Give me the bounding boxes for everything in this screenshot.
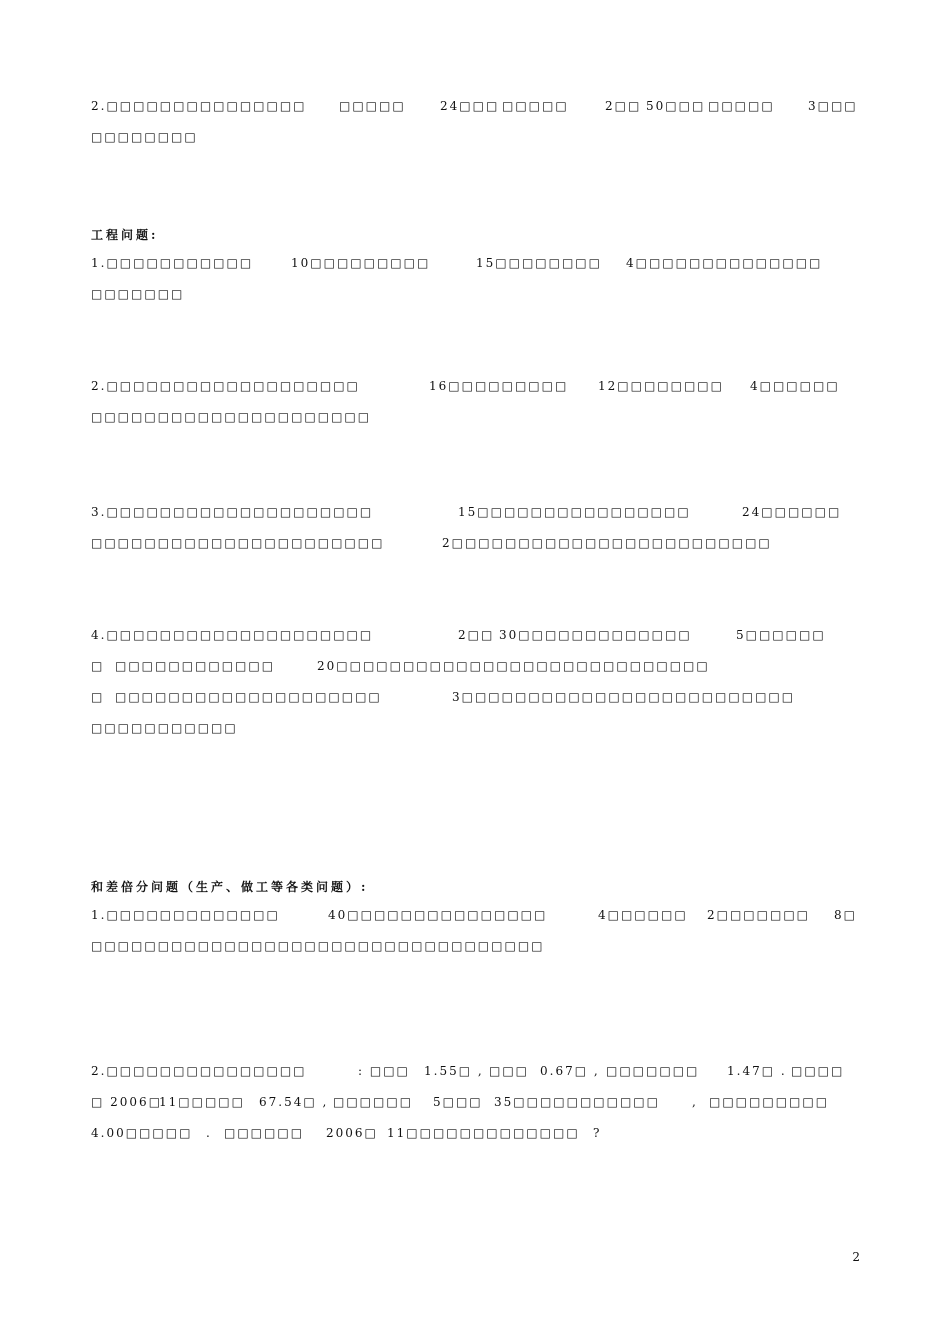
page-number: 2 [852,1250,860,1264]
text-segment: 3□□□□□□□□□□□□□□□□□□□□□□□□□ [452,690,796,704]
text-segment: 4.□□□□□□□□□□□□□□□□□□□□ [91,628,374,642]
problem-line [91,130,870,152]
text-segment: 50□□□ [646,99,706,113]
text-segment: 4.00□□□□□ [91,1126,193,1140]
text-segment: □□□□□□□□□ [709,1095,830,1109]
text-segment: □ 2006□ [91,1095,163,1109]
problem-line [91,505,870,527]
text-segment: 30□□□□□□□□□□□□□ [499,628,692,642]
problem-line [91,690,870,712]
text-segment: □□□□□□□□□□□□□□□□□□□□□□□□□□□□□□□□□□ [91,939,545,953]
text-segment: 11□□□□□ [159,1095,245,1109]
text-segment: 1.47□ . [727,1064,787,1078]
text-segment: 35□□□□□□□□□□□ [494,1095,660,1109]
text-segment: 2□□ [458,628,495,642]
text-segment: □□□□ [791,1064,845,1078]
text-segment: 2□□ [605,99,642,113]
text-segment: 1.□□□□□□□□□□□□□ [91,908,280,922]
text-segment: 5□□□ [433,1095,483,1109]
text-segment: □□□□□□□□□□□□□□□□□□□□□ [91,410,372,424]
text-segment: □□□□□□□□□□□□ [115,659,276,673]
text-segment: □□□□□□ [333,1095,414,1109]
problem-line [91,659,870,681]
text-segment: 16□□□□□□□□□ [429,379,569,393]
problem-line [91,721,870,743]
text-segment: 15□□□□□□□□ [476,256,602,270]
problem-line [91,628,870,650]
problem-line [91,1095,870,1117]
text-segment: □□□□□□□ [606,1064,700,1078]
text-segment: 2□□□□□□□□□□□□□□□□□□□□□□□□ [442,536,772,550]
problem-line [91,1064,870,1086]
text-segment: □ [91,690,105,704]
text-segment: , [692,1095,698,1109]
text-segment: 67.54□ , [259,1095,329,1109]
text-segment: □□□ [489,1064,530,1078]
text-segment: □ [91,659,105,673]
text-segment: 1.55□ , [424,1064,484,1078]
text-segment: □□□□□□□□□□□□□□□□□□□□□□ [91,536,385,550]
text-segment: 40□□□□□□□□□□□□□□□ [328,908,548,922]
text-segment: 2.□□□□□□□□□□□□□□□ [91,1064,307,1078]
text-segment: □□□□□□ [224,1126,305,1140]
problem-line [91,1126,870,1148]
text-segment: □□□□□ [339,99,406,113]
text-segment: ? [593,1126,602,1140]
text-segment: 20□□□□□□□□□□□□□□□□□□□□□□□□□□□□ [317,659,710,673]
text-segment: 11□□□□□□□□□□□□□ [387,1126,580,1140]
text-segment: □□□□□□□□□□□□□□□□□□□□ [115,690,382,704]
text-segment: 2.□□□□□□□□□□□□□□□ [91,99,307,113]
text-segment: 10□□□□□□□□□ [291,256,431,270]
section-heading: 工程问题: [91,228,159,242]
problem-line [91,379,870,401]
section-heading: 和差倍分问题（生产、做工等各类问题）: [91,880,369,894]
text-segment: □□□□□□□ [91,287,185,301]
text-segment: 3.□□□□□□□□□□□□□□□□□□□□ [91,505,374,519]
text-segment: 2006□ [326,1126,378,1140]
text-segment: 1.□□□□□□□□□□□ [91,256,254,270]
text-segment: 0.67□ , [540,1064,600,1078]
text-segment: 5□□□□□□ [736,628,826,642]
text-segment: 4□□□□□□ [750,379,840,393]
text-segment: 4□□□□□□□□□□□□□□ [626,256,823,270]
text-segment: □□□□□□□□□□□ [91,721,238,735]
problem-line [91,256,870,278]
text-segment: : □□□ [358,1064,410,1078]
text-segment: 24□□□ [440,99,500,113]
problem-line [91,99,870,121]
text-segment: 2□□□□□□□ [707,908,810,922]
problem-line [91,939,870,961]
text-segment: 3□□□ [808,99,858,113]
text-segment: 2.□□□□□□□□□□□□□□□□□□□ [91,379,360,393]
problem-line [91,908,870,930]
problem-line [91,410,870,432]
text-segment: 4□□□□□□ [598,908,688,922]
text-segment: . [206,1126,212,1140]
text-segment: 12□□□□□□□□ [598,379,724,393]
problem-line [91,287,870,309]
problem-line [91,536,870,558]
text-segment: □□□□□□□□ [91,130,198,144]
text-segment: 15□□□□□□□□□□□□□□□□ [458,505,691,519]
text-segment: 8□ [834,908,857,922]
text-segment: □□□□□ [502,99,569,113]
text-segment: □□□□□ [708,99,775,113]
text-segment: 24□□□□□□ [742,505,842,519]
